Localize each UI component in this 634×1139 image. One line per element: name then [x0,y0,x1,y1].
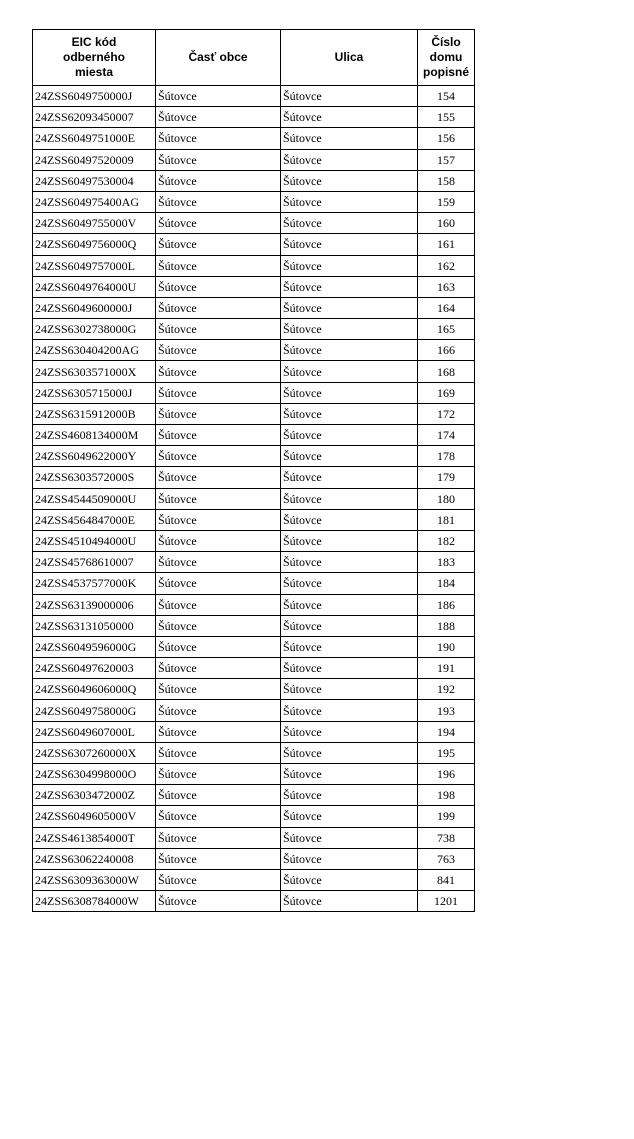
cell-house-number: 192 [418,679,475,700]
cell-part: Šútovce [156,488,281,509]
cell-house-number: 157 [418,149,475,170]
cell-part: Šútovce [156,255,281,276]
cell-street: Šútovce [281,785,418,806]
header-num-line: domu [429,50,463,64]
table-row [33,806,475,827]
cell-eic-code: 24ZSS604975400AG [33,191,156,212]
cell-house-number: 156 [418,128,475,149]
cell-eic-code: 24ZSS63131050000 [33,615,156,636]
cell-street: Šútovce [281,827,418,848]
cell-street: Šútovce [281,446,418,467]
cell-part: Šútovce [156,679,281,700]
header-num-line: Číslo [431,35,461,49]
cell-house-number: 179 [418,467,475,488]
header-part: Časť obce [156,30,281,86]
table-row [33,255,475,276]
cell-street: Šútovce [281,658,418,679]
table-row [33,658,475,679]
cell-eic-code: 24ZSS63062240008 [33,848,156,869]
cell-street: Šútovce [281,594,418,615]
cell-eic-code: 24ZSS6315912000B [33,403,156,424]
cell-street: Šútovce [281,806,418,827]
table-row [33,446,475,467]
cell-street: Šútovce [281,509,418,530]
cell-house-number: 191 [418,658,475,679]
cell-house-number: 186 [418,594,475,615]
cell-house-number: 164 [418,297,475,318]
table-row [33,319,475,340]
cell-street: Šútovce [281,679,418,700]
table-row [33,170,475,191]
cell-eic-code: 24ZSS60497520009 [33,149,156,170]
cell-house-number: 154 [418,86,475,107]
table-row [33,573,475,594]
header-eic-code [33,30,156,86]
cell-part: Šútovce [156,530,281,551]
cell-street: Šútovce [281,700,418,721]
table-row [33,340,475,361]
cell-eic-code: 24ZSS6049751000E [33,128,156,149]
table-row [33,679,475,700]
cell-street: Šútovce [281,615,418,636]
cell-part: Šútovce [156,594,281,615]
cell-house-number: 182 [418,530,475,551]
cell-eic-code: 24ZSS630404200AG [33,340,156,361]
table-row [33,86,475,107]
table-row [33,234,475,255]
cell-eic-code: 24ZSS60497530004 [33,170,156,191]
cell-part: Šútovce [156,658,281,679]
cell-eic-code: 24ZSS60497620003 [33,658,156,679]
cell-eic-code: 24ZSS6049605000V [33,806,156,827]
cell-eic-code: 24ZSS6049750000J [33,86,156,107]
cell-street: Šútovce [281,573,418,594]
cell-eic-code: 24ZSS6049756000Q [33,234,156,255]
table-row [33,425,475,446]
table-row [33,509,475,530]
cell-part: Šútovce [156,700,281,721]
table-row [33,594,475,615]
cell-street: Šútovce [281,764,418,785]
cell-part: Šútovce [156,340,281,361]
cell-part: Šútovce [156,785,281,806]
cell-eic-code: 24ZSS6049755000V [33,213,156,234]
cell-house-number: 168 [418,361,475,382]
cell-house-number: 194 [418,721,475,742]
cell-part: Šútovce [156,234,281,255]
cell-eic-code: 24ZSS4564847000E [33,509,156,530]
cell-street: Šútovce [281,530,418,551]
cell-street: Šútovce [281,848,418,869]
cell-eic-code: 24ZSS6049764000U [33,276,156,297]
table-row [33,382,475,403]
cell-house-number: 163 [418,276,475,297]
cell-part: Šútovce [156,319,281,340]
cell-house-number: 193 [418,700,475,721]
cell-eic-code: 24ZSS6303572000S [33,467,156,488]
cell-street: Šútovce [281,191,418,212]
header-eic-line: odberného [63,50,125,64]
table-row [33,848,475,869]
cell-part: Šútovce [156,446,281,467]
cell-house-number: 195 [418,742,475,763]
cell-eic-code: 24ZSS6309363000W [33,869,156,890]
table-row [33,615,475,636]
cell-house-number: 196 [418,764,475,785]
header-num-line: popisné [422,65,469,79]
table-row [33,276,475,297]
header-eic-line: miesta [74,65,114,79]
cell-street: Šútovce [281,488,418,509]
header-house-number [418,30,475,86]
cell-house-number: 169 [418,382,475,403]
cell-part: Šútovce [156,764,281,785]
cell-part: Šútovce [156,509,281,530]
cell-eic-code: 24ZSS6303571000X [33,361,156,382]
cell-eic-code: 24ZSS45768610007 [33,552,156,573]
cell-eic-code: 24ZSS6049757000L [33,255,156,276]
cell-part: Šútovce [156,467,281,488]
header-eic-line: EIC kód [71,35,117,49]
cell-part: Šútovce [156,827,281,848]
cell-street: Šútovce [281,319,418,340]
cell-street: Šútovce [281,636,418,657]
table-row [33,488,475,509]
cell-part: Šútovce [156,86,281,107]
cell-part: Šútovce [156,806,281,827]
cell-part: Šútovce [156,573,281,594]
table-row [33,700,475,721]
cell-house-number: 165 [418,319,475,340]
table-row [33,467,475,488]
cell-eic-code: 24ZSS6049606000Q [33,679,156,700]
cell-house-number: 199 [418,806,475,827]
cell-house-number: 161 [418,234,475,255]
table-row [33,213,475,234]
cell-part: Šútovce [156,742,281,763]
cell-house-number: 155 [418,107,475,128]
cell-street: Šútovce [281,213,418,234]
cell-house-number: 841 [418,869,475,890]
cell-street: Šútovce [281,425,418,446]
table-row [33,403,475,424]
cell-house-number: 159 [418,191,475,212]
cell-house-number: 166 [418,340,475,361]
cell-house-number: 180 [418,488,475,509]
cell-street: Šútovce [281,276,418,297]
cell-eic-code: 24ZSS4510494000U [33,530,156,551]
cell-part: Šútovce [156,149,281,170]
cell-street: Šútovce [281,467,418,488]
cell-street: Šútovce [281,107,418,128]
cell-part: Šútovce [156,297,281,318]
cell-house-number: 763 [418,848,475,869]
cell-house-number: 160 [418,213,475,234]
cell-eic-code: 24ZSS6307260000X [33,742,156,763]
table-row [33,869,475,890]
table-row [33,361,475,382]
header-street: Ulica [281,30,418,86]
cell-street: Šútovce [281,297,418,318]
cell-eic-code: 24ZSS4544509000U [33,488,156,509]
cell-street: Šútovce [281,86,418,107]
cell-part: Šútovce [156,721,281,742]
cell-street: Šútovce [281,382,418,403]
cell-eic-code: 24ZSS6049622000Y [33,446,156,467]
cell-house-number: 174 [418,425,475,446]
cell-street: Šútovce [281,170,418,191]
cell-street: Šútovce [281,255,418,276]
cell-eic-code: 24ZSS4608134000M [33,425,156,446]
cell-house-number: 181 [418,509,475,530]
cell-eic-code: 24ZSS6303472000Z [33,785,156,806]
cell-part: Šútovce [156,382,281,403]
cell-street: Šútovce [281,234,418,255]
cell-part: Šútovce [156,361,281,382]
cell-house-number: 738 [418,827,475,848]
cell-eic-code: 24ZSS6305715000J [33,382,156,403]
cell-part: Šútovce [156,869,281,890]
cell-street: Šútovce [281,742,418,763]
cell-eic-code: 24ZSS63139000006 [33,594,156,615]
table-row [33,149,475,170]
cell-house-number: 190 [418,636,475,657]
cell-eic-code: 24ZSS6049607000L [33,721,156,742]
cell-house-number: 184 [418,573,475,594]
cell-part: Šútovce [156,191,281,212]
cell-part: Šútovce [156,107,281,128]
cell-house-number: 172 [418,403,475,424]
cell-eic-code: 24ZSS4613854000T [33,827,156,848]
table-row [33,721,475,742]
cell-part: Šútovce [156,403,281,424]
cell-part: Šútovce [156,425,281,446]
cell-eic-code: 24ZSS6049758000G [33,700,156,721]
table-row [33,191,475,212]
cell-eic-code: 24ZSS6304998000O [33,764,156,785]
eic-table-container [32,29,475,912]
cell-house-number: 198 [418,785,475,806]
cell-eic-code: 24ZSS4537577000K [33,573,156,594]
table-row [33,764,475,785]
cell-eic-code: 24ZSS6308784000W [33,891,156,912]
table-row [33,742,475,763]
cell-street: Šútovce [281,891,418,912]
header-row [33,30,475,86]
table-row [33,107,475,128]
cell-house-number: 162 [418,255,475,276]
cell-house-number: 158 [418,170,475,191]
cell-house-number: 188 [418,615,475,636]
cell-part: Šútovce [156,636,281,657]
cell-eic-code: 24ZSS6049600000J [33,297,156,318]
cell-part: Šútovce [156,848,281,869]
cell-street: Šútovce [281,869,418,890]
cell-street: Šútovce [281,128,418,149]
cell-part: Šútovce [156,276,281,297]
eic-table [32,29,475,912]
cell-part: Šútovce [156,615,281,636]
cell-street: Šútovce [281,361,418,382]
cell-part: Šútovce [156,213,281,234]
cell-street: Šútovce [281,340,418,361]
table-row [33,552,475,573]
cell-eic-code: 24ZSS6049596000G [33,636,156,657]
cell-part: Šútovce [156,128,281,149]
table-row [33,636,475,657]
cell-street: Šútovce [281,149,418,170]
cell-part: Šútovce [156,170,281,191]
table-row [33,785,475,806]
cell-street: Šútovce [281,403,418,424]
cell-street: Šútovce [281,721,418,742]
cell-house-number: 183 [418,552,475,573]
cell-eic-code: 24ZSS62093450007 [33,107,156,128]
cell-street: Šútovce [281,552,418,573]
table-row [33,530,475,551]
table-row [33,827,475,848]
table-row [33,891,475,912]
cell-part: Šútovce [156,552,281,573]
cell-house-number: 178 [418,446,475,467]
table-row [33,128,475,149]
table-row [33,297,475,318]
cell-eic-code: 24ZSS6302738000G [33,319,156,340]
cell-house-number: 1201 [418,891,475,912]
cell-part: Šútovce [156,891,281,912]
